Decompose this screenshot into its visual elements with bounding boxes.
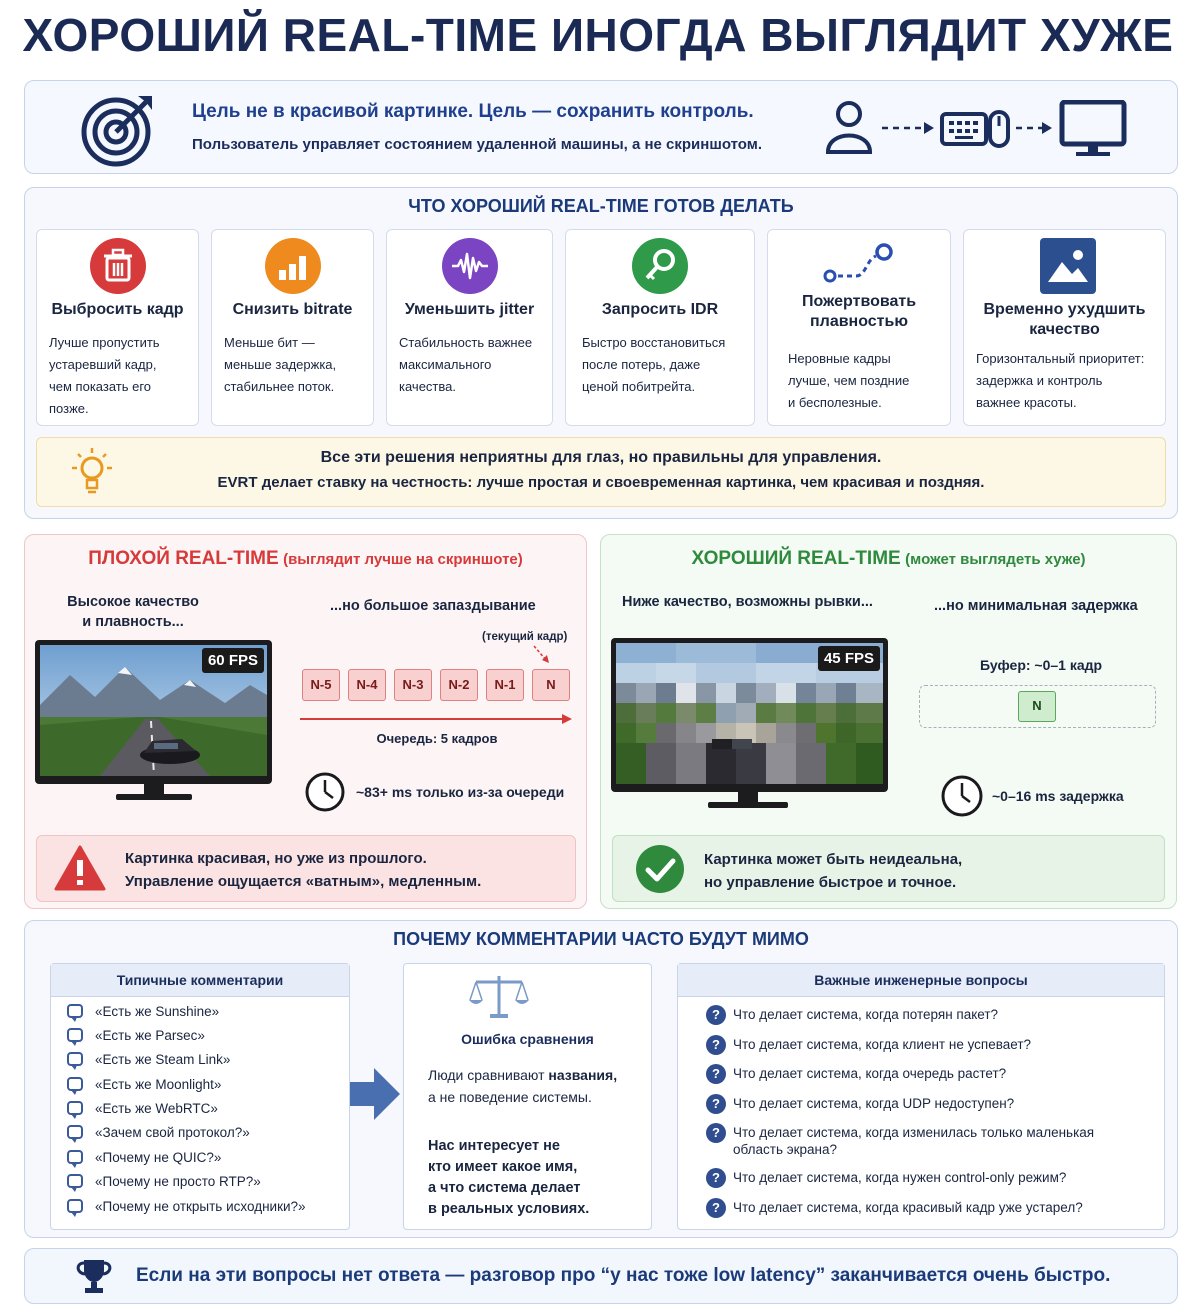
monitor-icon — [1062, 102, 1124, 156]
queue-frame: N-1 — [486, 669, 524, 701]
current-frame-arrow — [530, 644, 554, 666]
bad-right-label: ...но большое запаздывание — [330, 598, 536, 614]
middle-paragraph-2: Нас интересует не кто имеет какое имя, а что система делает в реальных условиях. — [428, 1138, 590, 1217]
question-icon: ? — [706, 1005, 726, 1025]
engineering-questions-panel — [677, 963, 1165, 1230]
dotted-path-icon — [822, 240, 898, 291]
middle-paragraph-1: Люди сравнивают названия, а не поведение системы. — [428, 1067, 618, 1105]
question-icon: ? — [706, 1123, 726, 1143]
speech-bubble-icon — [67, 1174, 83, 1188]
verdict-card — [36, 437, 1166, 507]
bar-chart-icon — [265, 238, 321, 294]
user-icon — [828, 103, 870, 152]
buffer-label: Буфер: ~0–1 кадр — [980, 657, 1103, 673]
monitor-stand — [738, 792, 758, 802]
bad-monitor — [35, 640, 272, 784]
panel-header: Типичные комментарии — [51, 964, 349, 997]
speech-bubble-icon — [67, 1125, 83, 1139]
queue-frame: N-4 — [348, 669, 386, 701]
action-card-sacrifice-smoothness — [767, 229, 951, 426]
bad-left-label: Высокое качество и плавность... — [67, 594, 199, 630]
goal-headline: Цель не в красивой картинке. Цель — сохранить контроль. — [192, 101, 754, 122]
queue-frame: N-3 — [394, 669, 432, 701]
comment-item: «Есть же WebRTC» — [67, 1101, 218, 1116]
fps-badge: 45 FPS — [818, 646, 880, 671]
question-item: ? Что делает система, когда изменилась только маленькая область экрана? — [706, 1124, 1104, 1158]
key-icon — [632, 238, 688, 294]
queue-arrow — [300, 712, 574, 726]
speech-bubble-icon — [67, 1199, 83, 1213]
checkmark-icon — [634, 843, 686, 895]
panel-header: Важные инженерные вопросы — [678, 964, 1164, 997]
action-title: Временно ухудшить качество — [983, 301, 1146, 338]
good-right-label: ...но минимальная задержка — [934, 598, 1138, 614]
image-icon — [1040, 238, 1096, 294]
action-desc: Стабильность важнее максимального качества. — [399, 335, 533, 394]
good-latency: ~0–16 ms задержка — [992, 788, 1124, 804]
waveform-icon — [442, 238, 498, 294]
good-left-label: Ниже качество, возможны рывки... — [622, 594, 873, 610]
target-icon — [80, 92, 156, 168]
question-item: ? Что делает система, когда UDP недоступен? — [706, 1095, 1156, 1112]
speech-bubble-icon — [67, 1028, 83, 1042]
action-card-reduce-jitter — [386, 229, 553, 426]
typical-comments-panel — [50, 963, 350, 1230]
why-title: ПОЧЕМУ КОММЕНТАРИИ ЧАСТО БУДУТ МИМО — [393, 929, 809, 949]
action-desc: Быстро восстановиться после потерь, даже ценой побитрейта. — [582, 335, 726, 394]
question-icon: ? — [706, 1168, 726, 1188]
middle-title: Ошибка сравнения — [461, 1031, 594, 1047]
queue-label: Очередь: 5 кадров — [376, 731, 498, 746]
action-desc: Меньше бит — меньше задержка, стабильнее поток. — [224, 335, 337, 394]
monitor-base — [116, 794, 192, 800]
page-title: ХОРОШИЙ REAL-TIME ИНОГДА ВЫГЛЯДИТ ХУЖЕ — [22, 9, 1174, 61]
buffer-frame: N — [1018, 691, 1056, 722]
speech-bubble-icon — [67, 1101, 83, 1115]
good-title: ХОРОШИЙ REAL-TIME (может выглядеть хуже) — [691, 548, 1086, 569]
goal-subline: Пользователь управляет состоянием удаленной машины, а не скриншотом. — [192, 136, 762, 153]
comment-item: «Почему не открыть исходники?» — [67, 1199, 306, 1214]
scales-icon — [468, 972, 530, 1020]
speech-bubble-icon — [67, 1077, 83, 1091]
question-icon: ? — [706, 1064, 726, 1084]
actions-title: ЧТО ХОРОШИЙ REAL-TIME ГОТОВ ДЕЛАТЬ — [408, 196, 794, 216]
clock-icon — [304, 771, 346, 813]
bad-warning-text: Картинка красивая, но уже из прошлого. Управление ощущается «ватным», медленным. — [125, 850, 482, 890]
action-title: Пожертвовать плавностью — [801, 293, 917, 330]
trophy-icon — [74, 1256, 114, 1296]
speech-bubble-icon — [67, 1004, 83, 1018]
action-card-lower-bitrate — [211, 229, 374, 426]
question-item: ? Что делает система, когда красивый кадр уже устарел? — [706, 1199, 1156, 1216]
queue-frame: N-2 — [440, 669, 478, 701]
arrow-right-icon — [350, 1066, 402, 1122]
queue-frame-current: N — [532, 669, 570, 701]
keyboard-icon — [942, 114, 986, 144]
bad-latency: ~83+ ms только из-за очереди — [356, 784, 565, 800]
speech-bubble-icon — [67, 1052, 83, 1066]
bad-title: ПЛОХОЙ REAL-TIME (выглядит лучше на скриншоте) — [88, 548, 523, 569]
action-desc: Неровные кадры лучше, чем поздние и бесполезные. — [788, 351, 910, 410]
action-desc: Горизонтальный приоритет: задержка и контроль важнее красоты. — [976, 351, 1145, 410]
monitor-stand — [144, 784, 164, 794]
good-ok-text: Картинка может быть неидеальна, но управление быстрое и точное. — [704, 851, 963, 891]
comment-item: «Есть же Parsec» — [67, 1028, 205, 1043]
clock-icon — [940, 774, 984, 818]
current-frame-note: (текущий кадр) — [482, 631, 568, 643]
action-card-degrade-quality — [963, 229, 1166, 426]
footer-text: Если на эти вопросы нет ответа — разговор про “у нас тоже low latency” заканчивается очень быстро. — [136, 1265, 1111, 1286]
action-card-request-idr — [565, 229, 755, 426]
question-icon: ? — [706, 1198, 726, 1218]
verdict-line-1: Все эти решения неприятны для глаз, но правильны для управления. — [320, 449, 882, 466]
mouse-icon — [990, 112, 1008, 146]
comment-item: «Есть же Steam Link» — [67, 1052, 230, 1067]
action-title: Снизить bitrate — [232, 301, 353, 318]
action-card-drop-frame — [36, 229, 199, 426]
question-item: ? Что делает система, когда очередь растет? — [706, 1065, 1156, 1082]
comment-item: «Зачем свой протокол?» — [67, 1125, 250, 1140]
comment-item: «Есть же Moonlight» — [67, 1077, 221, 1092]
question-item: ? Что делает система, когда нужен control-only режим? — [706, 1169, 1156, 1186]
question-item: ? Что делает система, когда клиент не успевает? — [706, 1036, 1156, 1053]
action-title: Выбросить кадр — [51, 301, 184, 318]
trash-icon — [90, 238, 146, 294]
question-icon: ? — [706, 1094, 726, 1114]
action-title: Запросить IDR — [601, 301, 719, 318]
question-item: ? Что делает система, когда потерян пакет? — [706, 1006, 1156, 1023]
queue-frame: N-5 — [302, 669, 340, 701]
fps-badge: 60 FPS — [202, 648, 264, 673]
question-icon: ? — [706, 1035, 726, 1055]
comment-item: «Почему не QUIC?» — [67, 1150, 221, 1165]
action-title: Уменьшить jitter — [404, 301, 535, 318]
verdict-line-2: EVRT делает ставку на честность: лучше простая и своевременная картинка, чем красивая и поздняя. — [217, 474, 985, 491]
comment-item: «Почему не просто RTP?» — [67, 1174, 261, 1189]
comparison-error-panel — [403, 963, 652, 1230]
speech-bubble-icon — [67, 1150, 83, 1164]
control-chain-diagram — [824, 100, 1134, 160]
good-monitor — [611, 638, 888, 792]
comment-item: «Есть же Sunshine» — [67, 1004, 219, 1019]
action-desc: Лучше пропустить устаревший кадр, чем показать его позже. — [49, 335, 160, 416]
monitor-base — [708, 802, 788, 808]
warning-icon — [54, 844, 106, 892]
